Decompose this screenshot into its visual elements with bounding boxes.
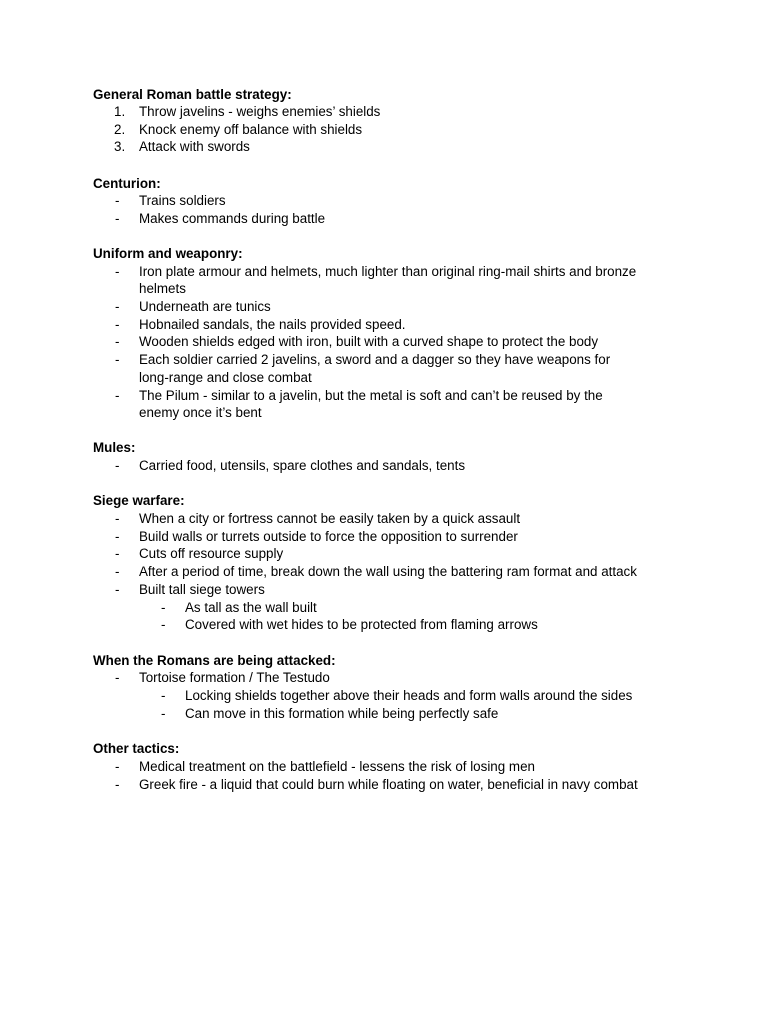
item-text-continued: helmets bbox=[139, 281, 186, 296]
item-text: Iron plate armour and helmets, much lighter than original ring-mail shirts and bronze bbox=[139, 264, 637, 279]
sub-bullet-dash: - bbox=[161, 600, 166, 615]
item-text: Wooden shields edged with iron, built with a curved shape to protect the body bbox=[139, 334, 599, 349]
sub-bullet-dash: - bbox=[161, 617, 166, 632]
item-number: 2. bbox=[114, 122, 126, 137]
item-text: Build walls or turrets outside to force the opposition to surrender bbox=[139, 529, 518, 544]
item-text: Throw javelins - weighs enemies’ shields bbox=[139, 104, 381, 119]
item-text: Hobnailed sandals, the nails provided speed. bbox=[139, 317, 406, 332]
item-text: Medical treatment on the battlefield - lessens the risk of losing men bbox=[139, 759, 535, 774]
bullet-dash: - bbox=[115, 564, 120, 579]
bullet-dash: - bbox=[115, 193, 120, 208]
bullet-dash: - bbox=[115, 670, 120, 685]
sub-bullet-dash: - bbox=[161, 706, 166, 721]
item-number: 1. bbox=[114, 104, 126, 119]
item-text: Makes commands during battle bbox=[139, 211, 326, 226]
item-text: Knock enemy off balance with shields bbox=[139, 122, 363, 137]
item-text: When a city or fortress cannot be easily taken by a quick assault bbox=[139, 511, 521, 526]
bullet-dash: - bbox=[115, 388, 120, 403]
bullet-dash: - bbox=[115, 458, 120, 473]
item-number: 3. bbox=[114, 139, 126, 154]
item-text: Greek fire - a liquid that could burn while floating on water, beneficial in navy combat bbox=[139, 777, 638, 792]
bullet-dash: - bbox=[115, 511, 120, 526]
bullet-dash: - bbox=[115, 317, 120, 332]
bullet-dash: - bbox=[115, 777, 120, 792]
bullet-dash: - bbox=[115, 211, 120, 226]
item-text: Tortoise formation / The Testudo bbox=[139, 670, 330, 685]
sub-item-text: Locking shields together above their heads and form walls around the sides bbox=[185, 688, 633, 703]
bullet-dash: - bbox=[115, 582, 120, 597]
bullet-dash: - bbox=[115, 759, 120, 774]
item-text: Underneath are tunics bbox=[139, 299, 271, 314]
item-text: Each soldier carried 2 javelins, a sword and a dagger so they have weapons for bbox=[139, 352, 611, 367]
heading-text: Mules: bbox=[93, 440, 136, 455]
bullet-dash: - bbox=[115, 264, 120, 279]
heading-text: Siege warfare: bbox=[93, 493, 185, 508]
bullet-dash: - bbox=[115, 334, 120, 349]
item-text: Carried food, utensils, spare clothes and sandals, tents bbox=[139, 458, 466, 473]
item-text: Cuts off resource supply bbox=[139, 546, 284, 561]
sub-bullet-dash: - bbox=[161, 688, 166, 703]
item-text: The Pilum - similar to a javelin, but the metal is soft and can’t be reused by the bbox=[139, 388, 603, 403]
item-text-continued: long-range and close combat bbox=[139, 370, 312, 385]
bullet-dash: - bbox=[115, 546, 120, 561]
item-text: After a period of time, break down the wall using the battering ram format and attack bbox=[139, 564, 637, 579]
sub-item-text: Can move in this formation while being perfectly safe bbox=[185, 706, 499, 721]
heading-text: Uniform and weaponry: bbox=[93, 246, 243, 261]
bullet-dash: - bbox=[115, 529, 120, 544]
heading-text: Other tactics: bbox=[93, 741, 180, 756]
heading-text: When the Romans are being attacked: bbox=[93, 653, 336, 668]
sub-item-text: As tall as the wall built bbox=[185, 600, 317, 615]
sub-item-text: Covered with wet hides to be protected from flaming arrows bbox=[185, 617, 538, 632]
heading-text: General Roman battle strategy: bbox=[93, 87, 292, 102]
bullet-dash: - bbox=[115, 352, 120, 367]
item-text-continued: enemy once it’s bent bbox=[139, 405, 262, 420]
heading-text: Centurion: bbox=[93, 176, 161, 191]
bullet-dash: - bbox=[115, 299, 120, 314]
item-text: Attack with swords bbox=[139, 139, 250, 154]
item-text: Trains soldiers bbox=[139, 193, 226, 208]
item-text: Built tall siege towers bbox=[139, 582, 265, 597]
